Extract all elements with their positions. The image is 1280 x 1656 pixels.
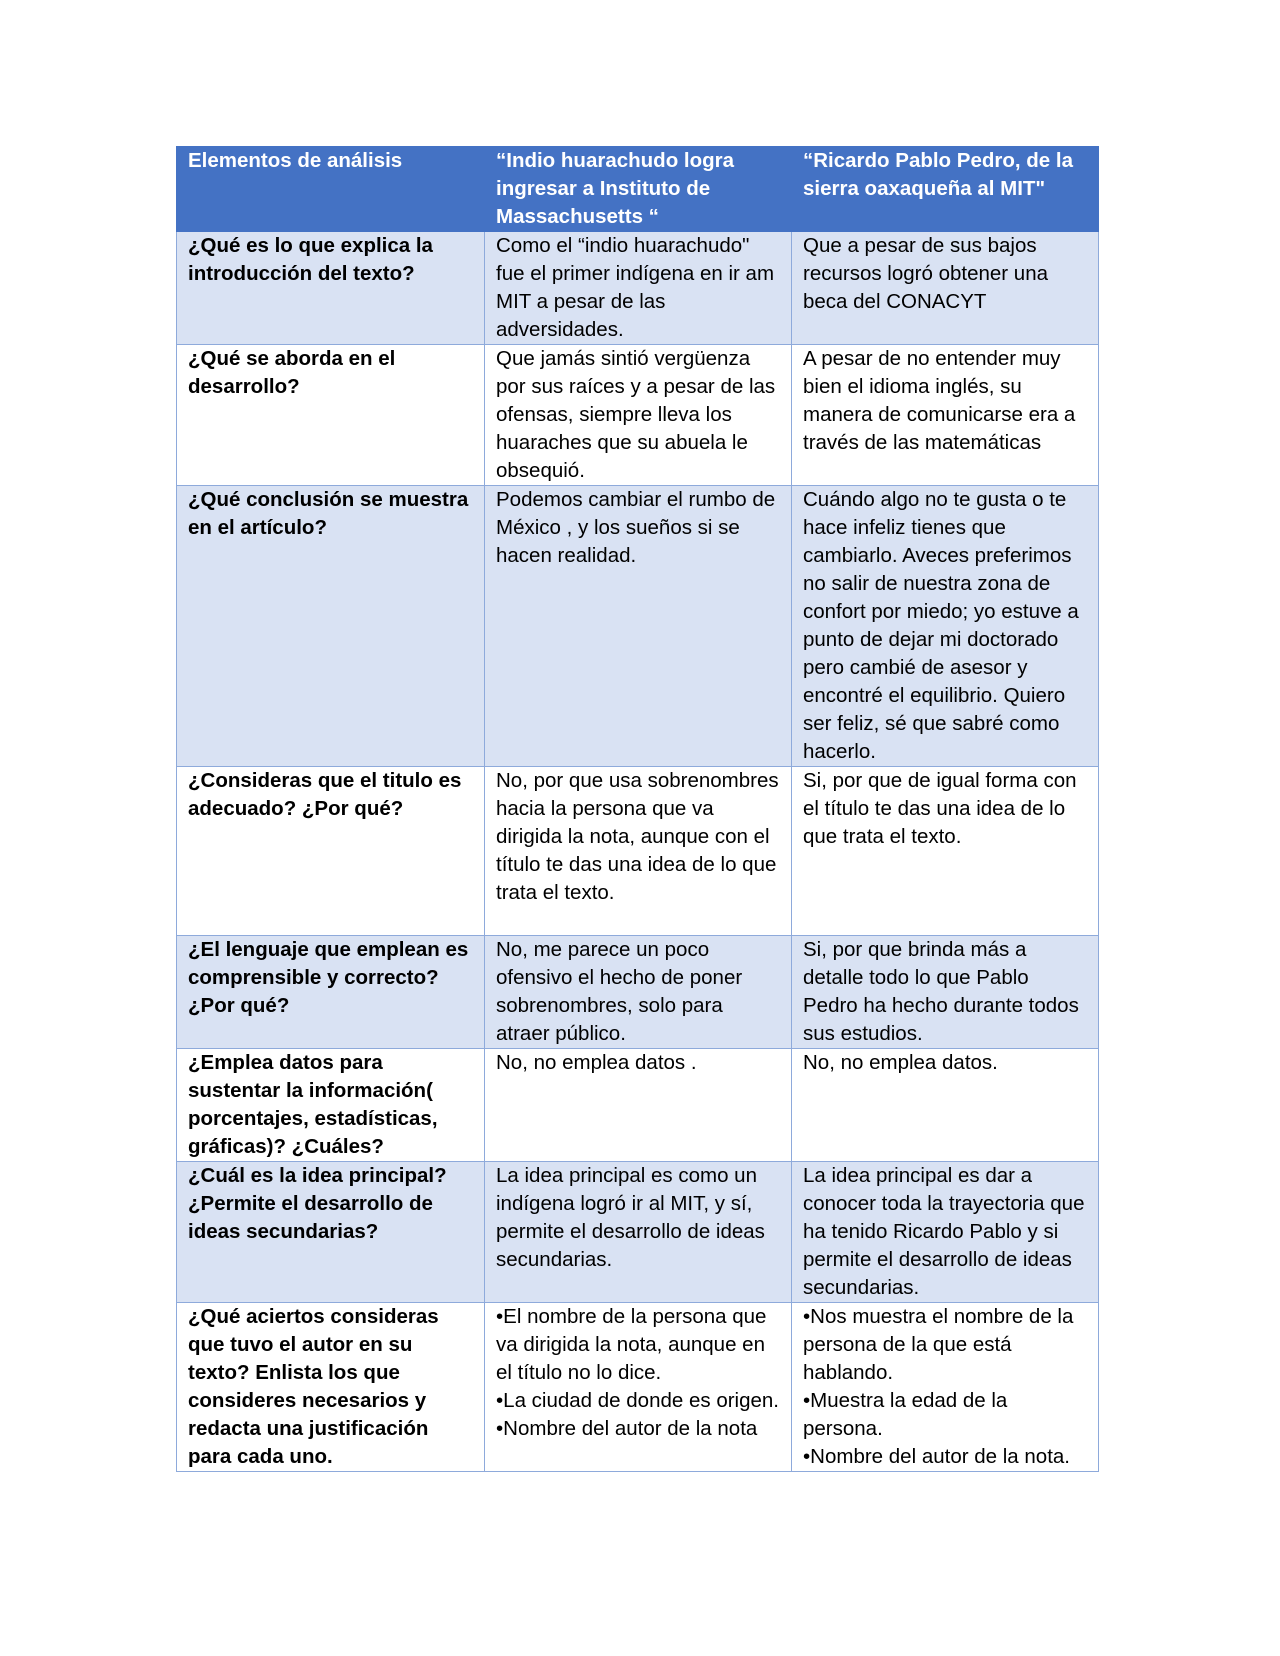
header-article-2: “Ricardo Pablo Pedro, de la sierra oaxaqueña al MIT" — [792, 147, 1099, 232]
question-cell: ¿El lenguaje que emplean es comprensible y correcto? ¿Por qué? — [177, 936, 485, 1049]
question-cell: ¿Qué se aborda en el desarrollo? — [177, 345, 485, 486]
answer-cell-article-2 — [792, 1303, 1099, 1472]
bullet-item: •La ciudad de donde es origen. — [496, 1389, 780, 1412]
answer-cell-article-2: Cuándo algo no te gusta o te hace infeliz tienes que cambiarlo. Aveces preferimos no salir de nuestra zona de confort por miedo; yo estuve a punto de dejar mi doctorado pero cambié de asesor y encontré el equilibrio. Quiero ser feliz, sé que sabré como hacerlo. — [792, 486, 1099, 767]
answer-cell-article-2: A pesar de no entender muy bien el idioma inglés, su manera de comunicarse era a través de las matemáticas — [792, 345, 1099, 486]
bullet-item: •Muestra la edad de la persona. — [803, 1389, 1008, 1440]
answer-cell-article-2: Que a pesar de sus bajos recursos logró obtener una beca del CONACYT — [792, 232, 1099, 345]
answer-cell-article-1: No, por que usa sobrenombres hacia la persona que va dirigida la nota, aunque con el título te das una idea de lo que trata el texto. — [485, 767, 792, 936]
bullet-item: •Nombre del autor de la nota — [496, 1417, 758, 1440]
table-row — [177, 1049, 1099, 1162]
table-row — [177, 1162, 1099, 1303]
question-cell: ¿Cuál es la idea principal? ¿Permite el desarrollo de ideas secundarias? — [177, 1162, 485, 1303]
table-row — [177, 936, 1099, 1049]
table-row — [177, 486, 1099, 767]
question-cell: ¿Qué aciertos consideras que tuvo el autor en su texto? Enlista los que consideres necesarios y redacta una justificación para cada uno. — [177, 1303, 485, 1472]
answer-cell-article-2: No, no emplea datos. — [792, 1049, 1099, 1162]
bullet-item: •Nos muestra el nombre de la persona de la que está hablando. — [803, 1305, 1074, 1384]
table-row — [177, 767, 1099, 936]
answer-cell-article-1 — [485, 1303, 792, 1472]
question-cell: ¿Qué conclusión se muestra en el artículo? — [177, 486, 485, 767]
answer-cell-article-1: Que jamás sintió vergüenza por sus raíces y a pesar de las ofensas, siempre lleva los huaraches que su abuela le obsequió. — [485, 345, 792, 486]
question-cell: ¿Consideras que el titulo es adecuado? ¿Por qué? — [177, 767, 485, 936]
answer-cell-article-1: No, me parece un poco ofensivo el hecho de poner sobrenombres, solo para atraer público. — [485, 936, 792, 1049]
bullet-item: •El nombre de la persona que va dirigida la nota, aunque en el título no lo dice. — [496, 1305, 767, 1384]
table-row — [177, 345, 1099, 486]
question-cell: ¿Emplea datos para sustentar la información( porcentajes, estadísticas, gráficas)? ¿Cuáles? — [177, 1049, 485, 1162]
answer-cell-article-2: La idea principal es dar a conocer toda la trayectoria que ha tenido Ricardo Pablo y si permite el desarrollo de ideas secundarias. — [792, 1162, 1099, 1303]
analysis-table — [176, 146, 1099, 1472]
table-row — [177, 1303, 1099, 1472]
answer-cell-article-2: Si, por que brinda más a detalle todo lo que Pablo Pedro ha hecho durante todos sus estudios. — [792, 936, 1099, 1049]
answer-cell-article-1: No, no emplea datos . — [485, 1049, 792, 1162]
header-article-1: “Indio huarachudo logra ingresar a Instituto de Massachusetts “ — [485, 147, 792, 232]
bullet-item: •Nombre del autor de la nota. — [803, 1445, 1071, 1468]
table-header-row — [177, 147, 1099, 232]
header-elementos: Elementos de análisis — [177, 147, 485, 232]
answer-cell-article-1: Como el “indio huarachudo" fue el primer indígena en ir am MIT a pesar de las adversidades. — [485, 232, 792, 345]
table-row — [177, 232, 1099, 345]
answer-cell-article-2: Si, por que de igual forma con el título te das una idea de lo que trata el texto. — [792, 767, 1099, 936]
answer-cell-article-1: La idea principal es como un indígena logró ir al MIT, y sí, permite el desarrollo de ideas secundarias. — [485, 1162, 792, 1303]
question-cell: ¿Qué es lo que explica la introducción del texto? — [177, 232, 485, 345]
answer-cell-article-1: Podemos cambiar el rumbo de México , y los sueños si se hacen realidad. — [485, 486, 792, 767]
